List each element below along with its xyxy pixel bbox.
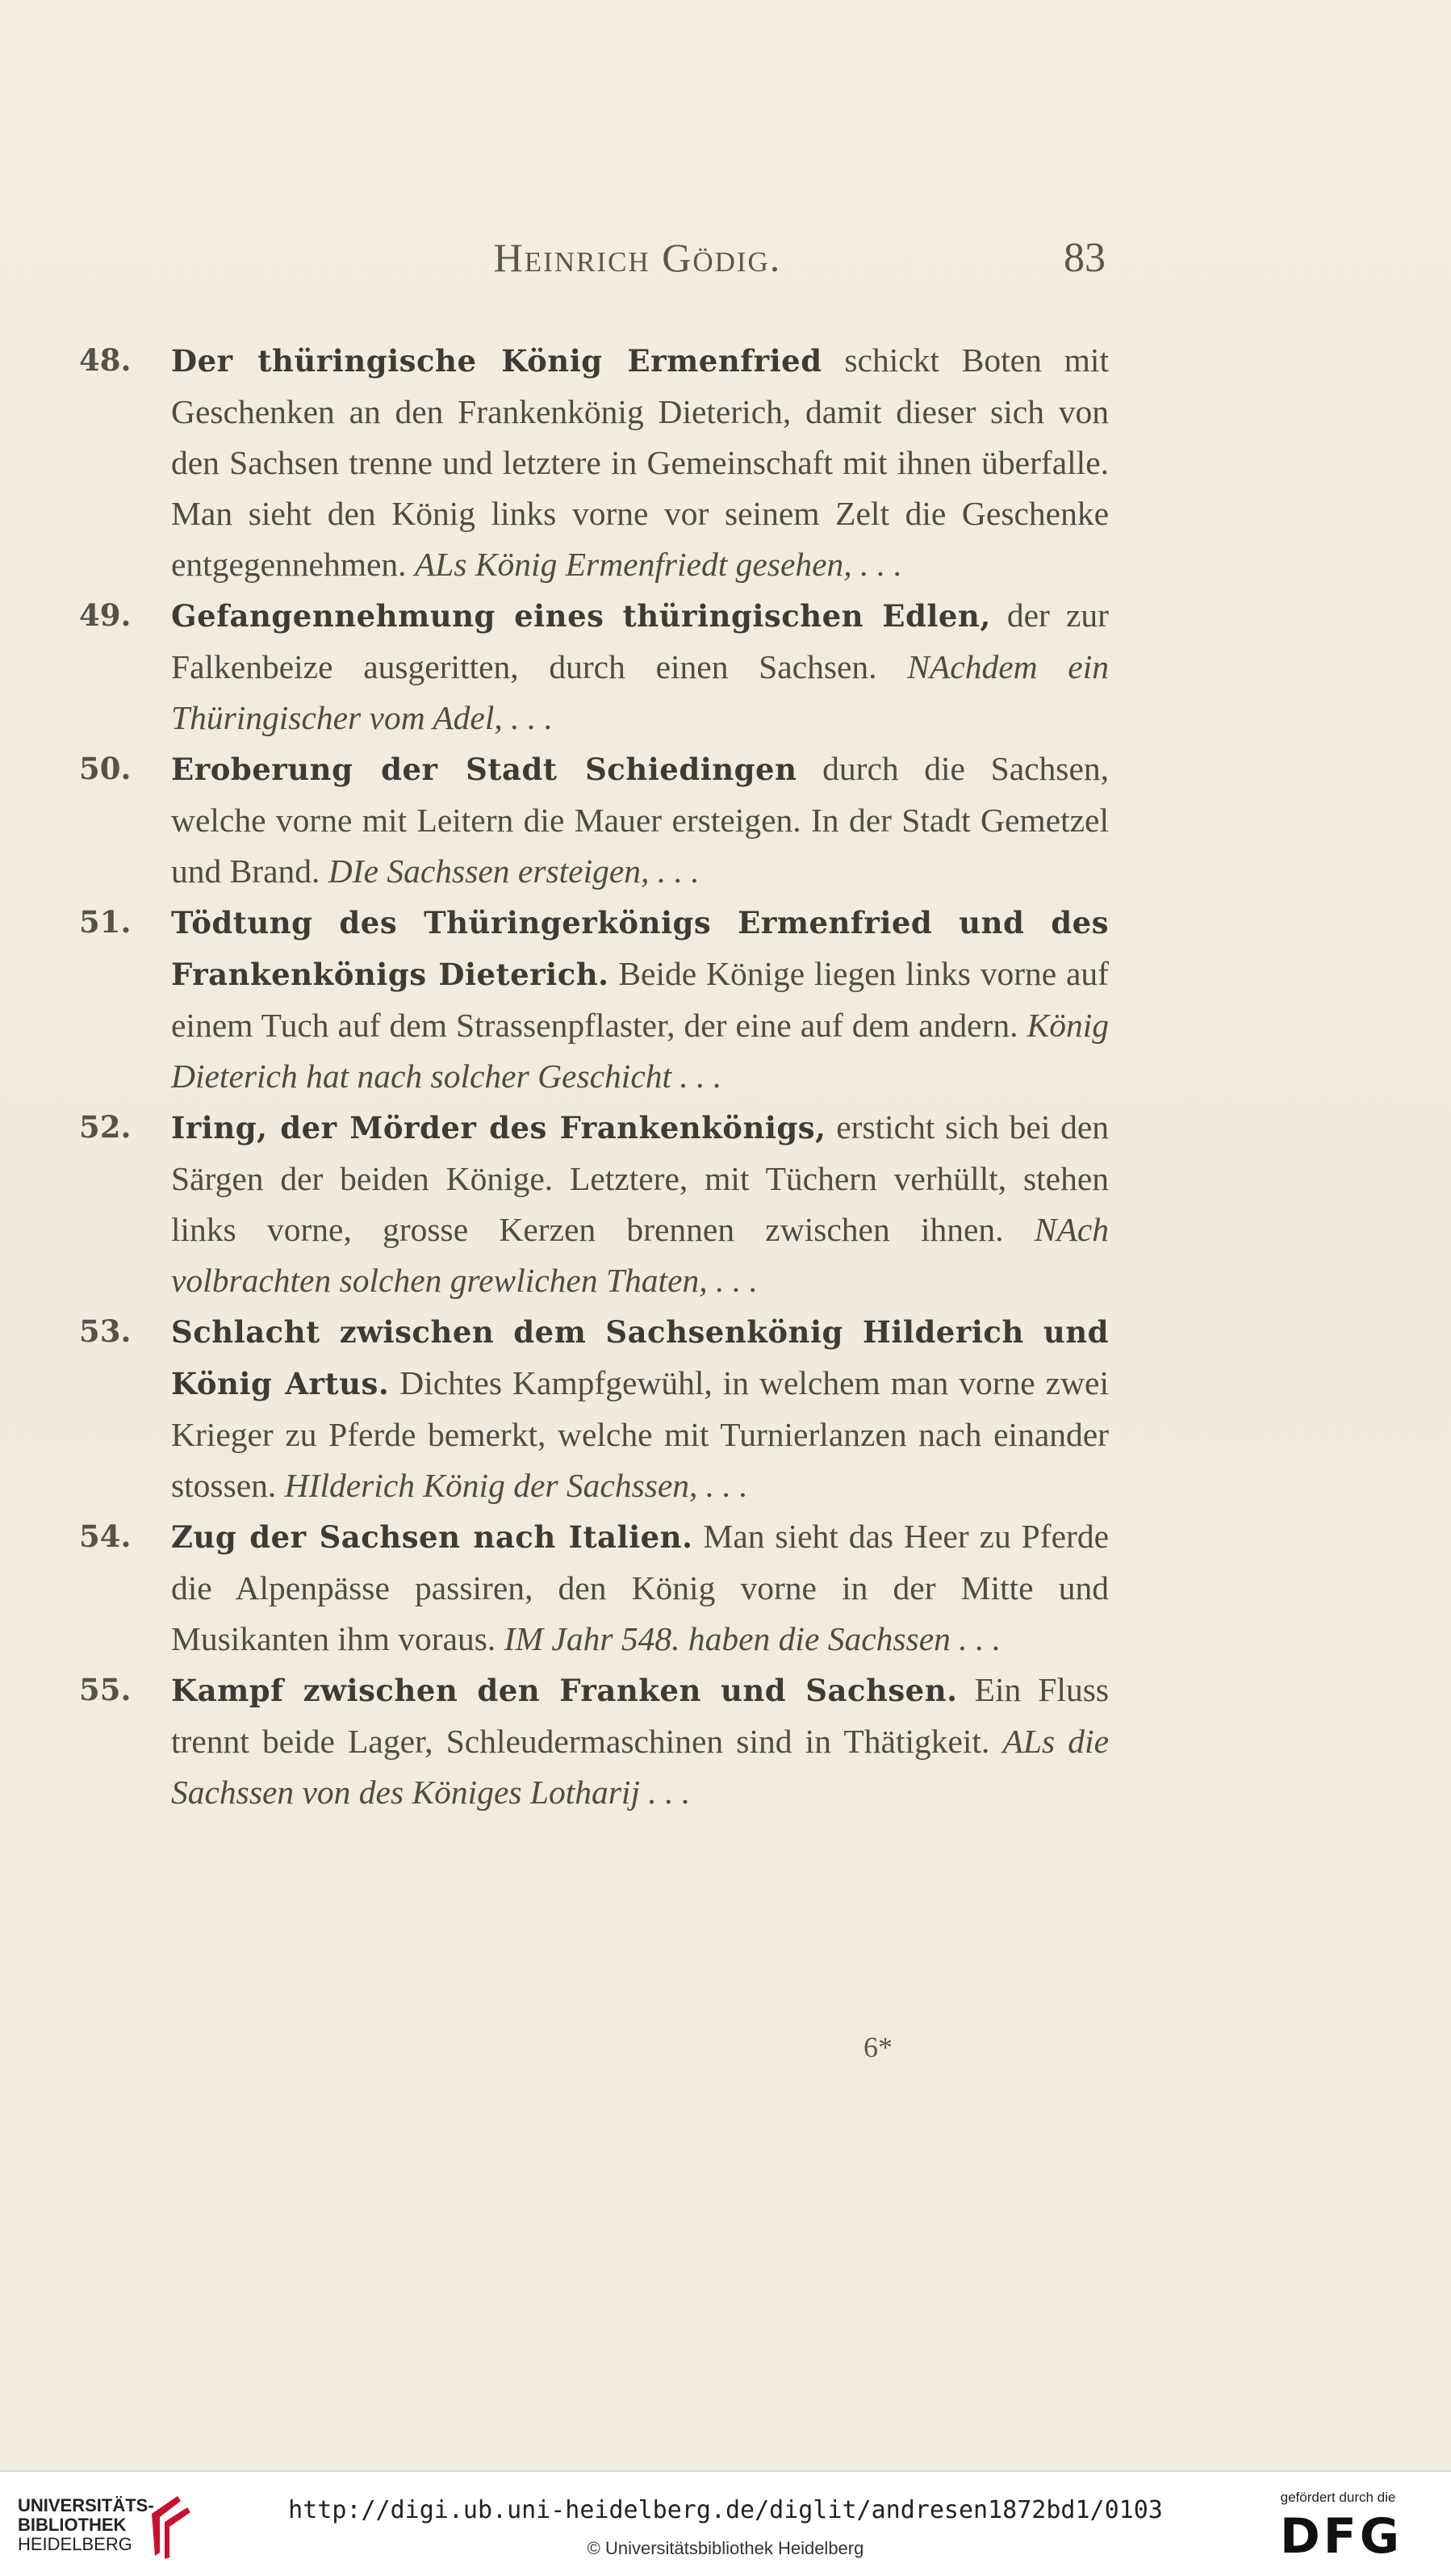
dfg-logo: DFG [1279, 2508, 1403, 2565]
entry-description: ersticht sich bei den Särgen der beiden Könige. Letztere, mit Tüchern verhüllt, stehen links vorne, grosse Kerzen brennen zwischen ihnen. [171, 1108, 1110, 1248]
funding-note: gefördert durch die [1280, 2490, 1396, 2505]
entry-quote: ALs König Ermenfriedt gesehen, . . . [414, 546, 902, 583]
entry-description: Ein Fluss trennt beide Lager, Schleudermaschinen sind in Thätigkeit. [171, 1671, 1109, 1760]
entry-heading: Der thüringische König Ermenfried [171, 343, 822, 379]
entry-number: 52. [79, 1109, 132, 1145]
entry-number: 51. [79, 904, 132, 940]
entry-number: 50. [79, 751, 132, 786]
catalogue-entries [74, 335, 1109, 1818]
entry-heading: Eroberung der Stadt Schiedingen [171, 752, 797, 787]
library-name-line1: UNIVERSITÄTS- [18, 2495, 154, 2515]
entry-52 [74, 1102, 1109, 1306]
entry-48 [74, 335, 1109, 590]
entry-description: durch die Sachsen, welche vorne mit Leitern die Mauer ersteigen. In der Stadt Gemetzel und Brand. [171, 750, 1109, 890]
entry-50 [74, 743, 1109, 897]
entry-heading: Kampf zwischen den Franken und Sachsen. [171, 1673, 958, 1708]
entry-description: der zur Falkenbeize ausgeritten, durch einen Sachsen. [171, 597, 1110, 685]
entry-quote: NAchdem ein Thüringischer vom Adel, . . . [171, 648, 1110, 736]
entry-quote: NAch volbrachten solchen grewlichen Thaten, . . . [171, 1211, 1109, 1299]
entry-heading: Zug der Sachsen nach Italien. [171, 1519, 693, 1555]
entry-number: 48. [79, 342, 132, 378]
entry-heading: Tödtung des Thüringerkönigs Ermenfried und des Frankenkönigs Dieterich. [171, 905, 1109, 992]
printer-signature-mark: 6* [863, 2031, 893, 2063]
entry-number: 55. [79, 1672, 132, 1707]
page-number: 83 [1064, 235, 1106, 281]
entry-quote: HIlderich König der Sachssen, . . . [284, 1467, 748, 1504]
entry-number: 54. [79, 1518, 132, 1554]
digitization-footer [0, 2470, 1451, 2576]
entry-description: Dichtes Kampfgewühl, in welchem man vorne zwei Krieger zu Pferde bemerkt, welche mit Turnierlanzen nach einander stossen. [171, 1364, 1110, 1504]
entry-55 [74, 1665, 1109, 1818]
entry-49 [74, 590, 1109, 743]
entry-53 [74, 1306, 1109, 1511]
library-name-line3: HEIDELBERG [18, 2534, 132, 2554]
entry-quote: IM Jahr 548. haben die Sachssen . . . [504, 1620, 1001, 1657]
entry-heading: Gefangennehmung eines thüringischen Edlen, [171, 598, 991, 634]
entry-51 [74, 897, 1109, 1102]
entry-number: 49. [79, 597, 132, 633]
entry-description: Man sieht das Heer zu Pferde die Alpenpässe passiren, den König vorne in der Mitte und Musikanten ihm voraus. [171, 1518, 1109, 1657]
entry-quote: ALs die Sachssen von des Königes Lotharij . . . [171, 1723, 1110, 1811]
entry-description: Beide Könige liegen links vorne auf einem Tuch auf dem Strassenpflaster, der eine auf dem andern. [171, 955, 1110, 1044]
running-header [169, 234, 1106, 291]
library-name-line2: BIBLIOTHEK [18, 2515, 127, 2535]
entry-description: schickt Boten mit Geschenken an den Frankenkönig Dieterich, damit dieser sich von den Sachsen trenne und letztere in Gemeinschaft mit ihnen überfalle. Man sieht den König links vorne vor seinem Zelt die Geschenke entgegennehmen. [171, 341, 1109, 583]
running-title: Heinrich Gödig. [493, 235, 782, 280]
entry-54 [74, 1511, 1109, 1665]
entry-number: 53. [79, 1313, 132, 1349]
entry-heading: Iring, der Mörder des Frankenkönigs, [171, 1110, 826, 1146]
entry-quote: König Dieterich hat nach solcher Geschicht . . . [171, 1007, 1109, 1095]
copyright-notice: © Universitätsbibliothek Heidelberg [587, 2538, 864, 2558]
entry-heading: Schlacht zwischen dem Sachsenkönig Hilderich und König Artus. [171, 1314, 1109, 1401]
entry-quote: DIe Sachssen ersteigen, . . . [328, 852, 700, 890]
permalink-url[interactable]: http://digi.ub.uni-heidelberg.de/diglit/andresen1872bd1/0103 [288, 2496, 1163, 2524]
